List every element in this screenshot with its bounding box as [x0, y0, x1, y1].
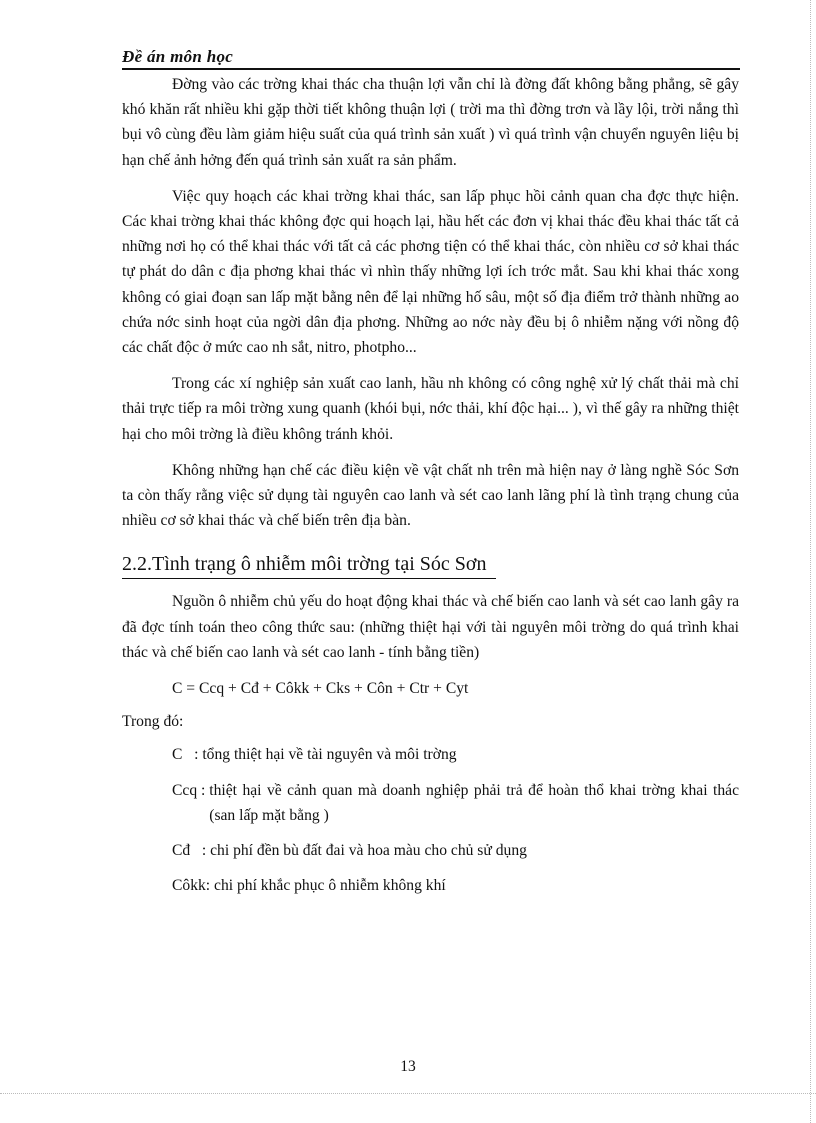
page-bottom-border: [0, 1093, 816, 1094]
definition-list: [122, 742, 739, 898]
paragraph-waste: Trong các xí nghiệp sản xuất cao lanh, hầu nh không có công nghệ xử lý chất thải mà chỉ thải trực tiếp ra môi trờng xung quanh (khói bụi, nớc thải, khí độc hại... ), vì thế gây ra những thiệt hại cho môi trờng là điều không tránh khỏi.: [122, 375, 739, 443]
definition-item: [172, 778, 739, 828]
paragraph-resource-waste: Không những hạn chế các điều kiện về vật chất nh trên mà hiện nay ở làng nghề Sóc Sơn ta còn thấy rằng việc sử dụng tài nguyên cao lanh và sét cao lanh lãng phí là tình trạng chung của nhiều cơ sở khai thác và chế biến trên địa bàn.: [122, 461, 739, 530]
page-header-title: Đề án môn học: [122, 47, 234, 66]
damage-formula: C = Ccq + Cđ + Côkk + Cks + Côn + Ctr + Cyt: [172, 680, 469, 698]
page-right-border: [810, 0, 811, 1123]
header-divider: [122, 68, 740, 70]
definition-symbol: Ccq :: [172, 781, 210, 799]
definition-item: [172, 838, 739, 863]
definition-symbol: Cđ :: [172, 842, 211, 860]
definition-symbol: C :: [172, 746, 203, 764]
paragraph-pollution-source: Nguồn ô nhiễm chủ yếu do hoạt động khai thác và chế biến cao lanh và sét cao lanh gây ra đã đợc tính toán theo công thức sau: (những thiệt hại với tài nguyên môi trờng do quá trình khai thác và chế biến cao lanh và sét cao lanh - tính bằng tiền): [122, 593, 739, 661]
definition-symbol: Côkk:: [172, 877, 215, 895]
document-body: [122, 72, 739, 908]
paragraph-roads: Đờng vào các trờng khai thác cha thuận lợi vẫn chỉ là đờng đất không bằng phẳng, sẽ gây khó khăn rất nhiều khi gặp thời tiết không thuận lợi ( trời ma thì đờng trơn và lầy lội, trời nắng thì bụi vô cùng đều làm giảm hiệu suất của quá trình sản xuất ) vì quá trình vận chuyển nguyên liệu bị hạn chế ảnh hởng đến quá trình sản xuất ra sản phẩm.: [122, 76, 739, 169]
section-heading: 2.2.Tình trạng ô nhiễm môi trờng tại Sóc Sơn: [122, 550, 496, 579]
definition-description: chi phí khắc phục ô nhiễm không khí: [214, 877, 446, 895]
definition-description: chi phí đền bù đất đai và hoa màu cho chủ sử dụng: [210, 842, 527, 860]
paragraph-planning: Việc quy hoạch các khai trờng khai thác, san lấp phục hồi cảnh quan cha đợc thực hiện. Các khai trờng khai thác không đợc qui hoạch lại, hầu hết các đơn vị khai thác đều khai thác tất cả những nơi họ có thể khai thác với tất cả các phơng tiện có thể khai thác, còn nhiều cơ sở khai thác tự phát do dân c địa phơng khai thác vì nhìn thấy những lợi ích trớc mắt. Sau khi khai thác xong không có giai đoạn san lấp mặt bằng nên để lại những hố sâu, một số địa điểm trở thành những ao chứa nớc sinh hoạt của ngời dân địa phơng. Những ao nớc này đều bị ô nhiễm nặng với nồng độ các chất độc ở mức cao nh sắt, nitro, photpho...: [122, 187, 739, 357]
definition-description: thiệt hại về cảnh quan mà doanh nghiệp phải trả để hoàn thổ khai trờng khai thác (san lấp mặt bằng ): [209, 781, 739, 824]
where-label: Trong đó:: [122, 713, 184, 731]
definition-item: [172, 873, 739, 898]
page-number: 13: [400, 1058, 416, 1075]
definition-description: tổng thiệt hại về tài nguyên và môi trờng: [202, 746, 457, 764]
definition-item: [172, 742, 739, 767]
